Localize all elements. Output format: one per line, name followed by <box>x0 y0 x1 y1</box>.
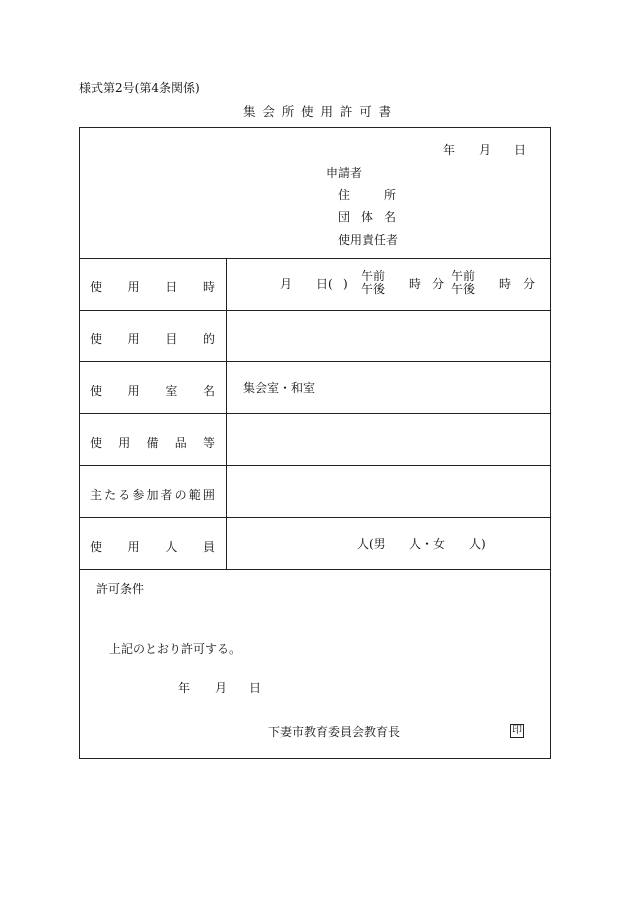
address-label-1: 住 <box>338 188 351 202</box>
headcount-close: 人) <box>469 537 486 551</box>
column-divider <box>226 258 227 569</box>
label-char: た <box>104 488 117 502</box>
label-char: 者 <box>160 488 173 502</box>
group-label-1: 団 <box>338 210 351 224</box>
usage-weekday-close: ) <box>343 277 348 291</box>
usage-day: 日( <box>316 277 333 291</box>
am-label: 午前 <box>451 269 476 283</box>
permit-day: 日 <box>249 681 262 695</box>
usage-month: 月 <box>280 277 293 291</box>
usage-datetime-label <box>90 278 215 295</box>
label-char: 囲 <box>202 488 215 502</box>
date-year: 年 <box>443 143 456 157</box>
start-minute: 分 <box>432 277 445 291</box>
group-label-3: 名 <box>384 210 397 224</box>
address-label-2: 所 <box>384 188 397 202</box>
label-char: 等 <box>202 436 215 450</box>
headcount-label <box>90 538 215 555</box>
pm-label: 午後 <box>451 282 476 296</box>
applicant-heading: 申請者 <box>326 166 363 180</box>
row-divider <box>80 517 550 518</box>
row-divider <box>80 258 550 259</box>
row-divider <box>80 569 550 570</box>
participants-label <box>90 486 215 503</box>
headcount-total: 人(男 <box>357 537 386 551</box>
label-char: 的 <box>202 332 215 346</box>
end-hour: 時 <box>499 277 512 291</box>
label-char: 用 <box>127 280 140 294</box>
headcount-female: 人・女 <box>409 537 446 551</box>
end-ampm <box>451 270 475 296</box>
form-number: 様式第2号(第4条関係) <box>79 81 200 95</box>
label-char: 日 <box>165 280 178 294</box>
label-char: 参 <box>132 488 145 502</box>
row-divider <box>80 361 550 362</box>
responsible-person-label: 使用責任者 <box>338 233 399 247</box>
issuer-name: 下妻市教育委員会教育長 <box>268 725 401 739</box>
permission-statement: 上記のとおり許可する。 <box>109 642 242 656</box>
label-char: る <box>118 488 131 502</box>
label-char: 使 <box>90 280 103 294</box>
label-char: 使 <box>90 384 103 398</box>
label-char: 加 <box>146 488 159 502</box>
label-char: 室 <box>165 384 178 398</box>
row-divider <box>80 413 550 414</box>
start-ampm <box>361 270 385 296</box>
permit-year: 年 <box>178 681 191 695</box>
label-char: 範 <box>188 488 201 502</box>
date-month: 月 <box>479 143 492 157</box>
label-char: 時 <box>202 280 215 294</box>
conditions-label: 許可条件 <box>96 582 145 596</box>
row-divider <box>80 465 550 466</box>
purpose-label <box>90 330 215 347</box>
label-char: 主 <box>90 488 103 502</box>
label-char: の <box>174 488 187 502</box>
group-label-2: 体 <box>361 210 374 224</box>
am-label: 午前 <box>361 269 386 283</box>
seal-mark: 印 <box>512 725 522 736</box>
permit-form-frame <box>79 127 551 759</box>
label-char: 名 <box>202 384 215 398</box>
label-char: 用 <box>127 384 140 398</box>
permit-month: 月 <box>215 681 228 695</box>
document-title: 集会所使用許可書 <box>243 104 399 119</box>
end-minute: 分 <box>523 277 536 291</box>
label-char: 人 <box>165 540 178 554</box>
label-char: 目 <box>165 332 178 346</box>
label-char: 使 <box>90 436 103 450</box>
label-char: 用 <box>127 332 140 346</box>
label-char: 使 <box>90 332 103 346</box>
label-char: 備 <box>146 436 159 450</box>
label-char: 品 <box>174 436 187 450</box>
date-day: 日 <box>514 143 527 157</box>
label-char: 用 <box>118 436 131 450</box>
row-divider <box>80 310 550 311</box>
room-label <box>90 382 215 399</box>
equipment-label <box>90 434 215 451</box>
room-value: 集会室・和室 <box>243 381 316 395</box>
start-hour: 時 <box>409 277 422 291</box>
pm-label: 午後 <box>361 282 386 296</box>
label-char: 用 <box>127 540 140 554</box>
label-char: 使 <box>90 540 103 554</box>
label-char: 員 <box>202 540 215 554</box>
